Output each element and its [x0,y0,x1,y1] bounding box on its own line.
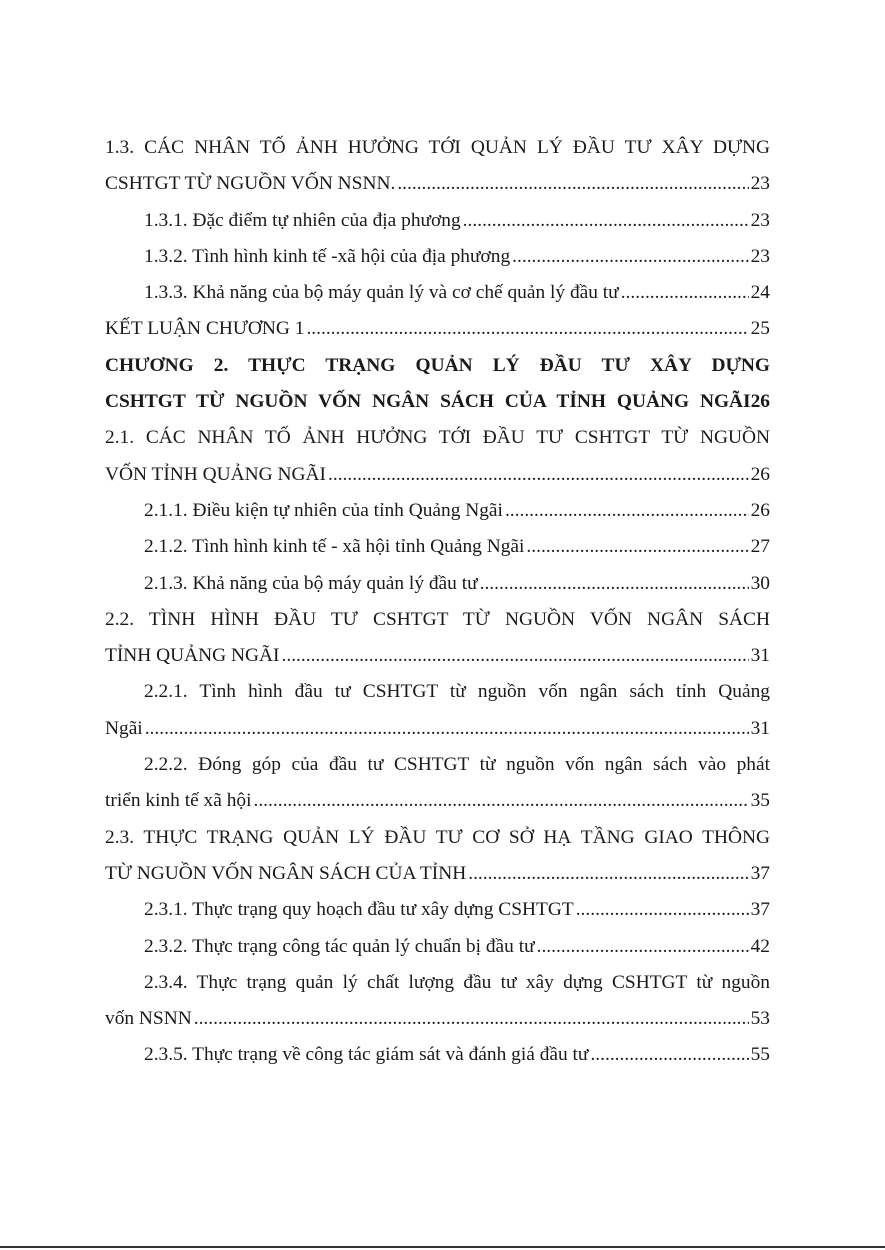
table-of-contents [105,130,770,1074]
page-number: 55 [750,1044,770,1066]
dot-leader [576,892,749,928]
dot-leader [194,1001,749,1037]
dot-leader [480,566,749,602]
toc-entry-title: Ngãi [105,717,143,739]
toc-entry-1-3-3 [105,275,770,311]
dot-leader [512,239,748,275]
toc-entry-2-2-line1: 2.2. TÌNH HÌNH ĐẦU TƯ CSHTGT TỪ NGUỒN VỐN NGÂN SÁCH [105,608,770,630]
dot-leader [463,203,749,239]
toc-entry-2-2-1-line1: 2.2.1. Tình hình đầu tư CSHTGT từ nguồn vốn ngân sách tỉnh Quảng [144,681,770,703]
toc-entry-2-2-2-line1: 2.2.2. Đóng góp của đầu tư CSHTGT từ nguồn vốn ngân sách vào phát [144,754,770,776]
page-number: 23 [750,173,770,195]
toc-entry-title: 2.1.2. Tình hình kinh tế - xã hội tỉnh Quảng Ngãi [144,536,525,558]
page-number: 30 [750,572,770,594]
toc-entry-2-1 [105,457,770,493]
dot-leader [145,711,749,747]
toc-entry-1-3-2 [105,239,770,275]
toc-entry-title: CSHTGT TỪ NGUỒN VỐN NSNN. [105,173,396,195]
toc-entry-title: KẾT LUẬN CHƯƠNG 1 [105,318,305,340]
dot-leader [282,638,749,674]
toc-entry-2-3-1 [105,892,770,928]
toc-entry-2-3-4-line1: 2.3.4. Thực trạng quản lý chất lượng đầu tư xây dựng CSHTGT từ nguồn [144,971,770,993]
toc-entry-title: TỪ NGUỒN VỐN NGÂN SÁCH CỦA TỈNH [105,862,467,884]
dot-leader [526,529,748,565]
toc-entry-title: 2.1.3. Khả năng của bộ máy quản lý đầu tư [144,572,478,594]
toc-entry-title: 1.3.2. Tình hình kinh tế -xã hội của địa phương [144,245,511,267]
toc-entry-2-3-2 [105,929,770,965]
toc-entry-1-3-line1: 1.3. CÁC NHÂN TỐ ẢNH HƯỞNG TỚI QUẢN LÝ ĐẦU TƯ XÂY DỰNG [105,137,770,158]
dot-leader [621,275,749,311]
toc-entry-2-3 [105,856,770,892]
toc-entry-title: 1.3.3. Khả năng của bộ máy quản lý và cơ chế quản lý đầu tư [144,282,619,304]
toc-entry-2-1-2 [105,529,770,565]
toc-entry-2-2 [105,638,770,674]
page-number: 37 [750,862,770,884]
toc-entry-ket-luan-chuong-1 [105,311,770,347]
toc-entry-2-1-1 [105,493,770,529]
page-number: 23 [750,209,770,231]
page-number: 42 [750,935,770,957]
page-number: 26 [750,499,770,521]
page-number: 23 [750,245,770,267]
toc-entry-2-3-line1: 2.3. THỰC TRẠNG QUẢN LÝ ĐẦU TƯ CƠ SỞ HẠ TẦNG GIAO THÔNG [105,826,770,848]
page-bottom-rule [0,1246,885,1248]
toc-entry-title: vốn NSNN [105,1008,192,1030]
toc-entry-2-3-5 [105,1037,770,1073]
dot-leader [468,856,748,892]
toc-entry-2-2-2 [105,783,770,819]
toc-entry-title: 1.3.1. Đặc điểm tự nhiên của địa phương [144,209,461,231]
toc-entry-title: triển kinh tế xã hội [105,790,252,812]
dot-leader [253,783,748,819]
dot-leader [590,1037,748,1073]
page-number: 35 [750,790,770,812]
toc-entry-1-3 [105,166,770,202]
toc-entry-title: VỐN TỈNH QUẢNG NGÃI [105,463,326,485]
page-number: 26 [750,463,770,485]
toc-entry-title: 2.3.5. Thực trạng về công tác giám sát và đánh giá đầu tư [144,1044,589,1066]
page-number: 27 [750,536,770,558]
dot-leader [306,311,748,347]
toc-entry-1-3-1 [105,203,770,239]
toc-entry-title: TỈNH QUẢNG NGÃI [105,645,280,667]
dot-leader [328,457,749,493]
page-number: 31 [750,717,770,739]
toc-entry-2-3-4 [105,1001,770,1037]
toc-entry-title: 2.3.2. Thực trạng công tác quản lý chuẩn bị đầu tư [144,935,535,957]
toc-entry-2-2-1 [105,711,770,747]
page-number: 25 [750,318,770,340]
page-number: 53 [750,1008,770,1030]
page-number: 37 [750,899,770,921]
toc-entry-2-1-3 [105,566,770,602]
toc-entry-title: 2.1.1. Điều kiện tự nhiên của tỉnh Quảng Ngãi [144,499,503,521]
page-number: 31 [750,645,770,667]
toc-entry-title: 2.3.1. Thực trạng quy hoạch đầu tư xây dựng CSHTGT [144,899,574,921]
page-number: 24 [750,282,770,304]
toc-chapter-2-line1: CHƯƠNG 2. THỰC TRẠNG QUẢN LÝ ĐẦU TƯ XÂY DỰNG [105,354,770,376]
toc-entry-2-1-line1: 2.1. CÁC NHÂN TỐ ẢNH HƯỞNG TỚI ĐẦU TƯ CSHTGT TỪ NGUỒN [105,427,770,449]
dot-leader [505,493,749,529]
dot-leader [537,929,749,965]
toc-chapter-2-line2: CSHTGT TỪ NGUỒN VỐN NGÂN SÁCH CỦA TỈNH QUẢNG NGÃI26 [105,391,770,413]
dot-leader [397,166,748,202]
